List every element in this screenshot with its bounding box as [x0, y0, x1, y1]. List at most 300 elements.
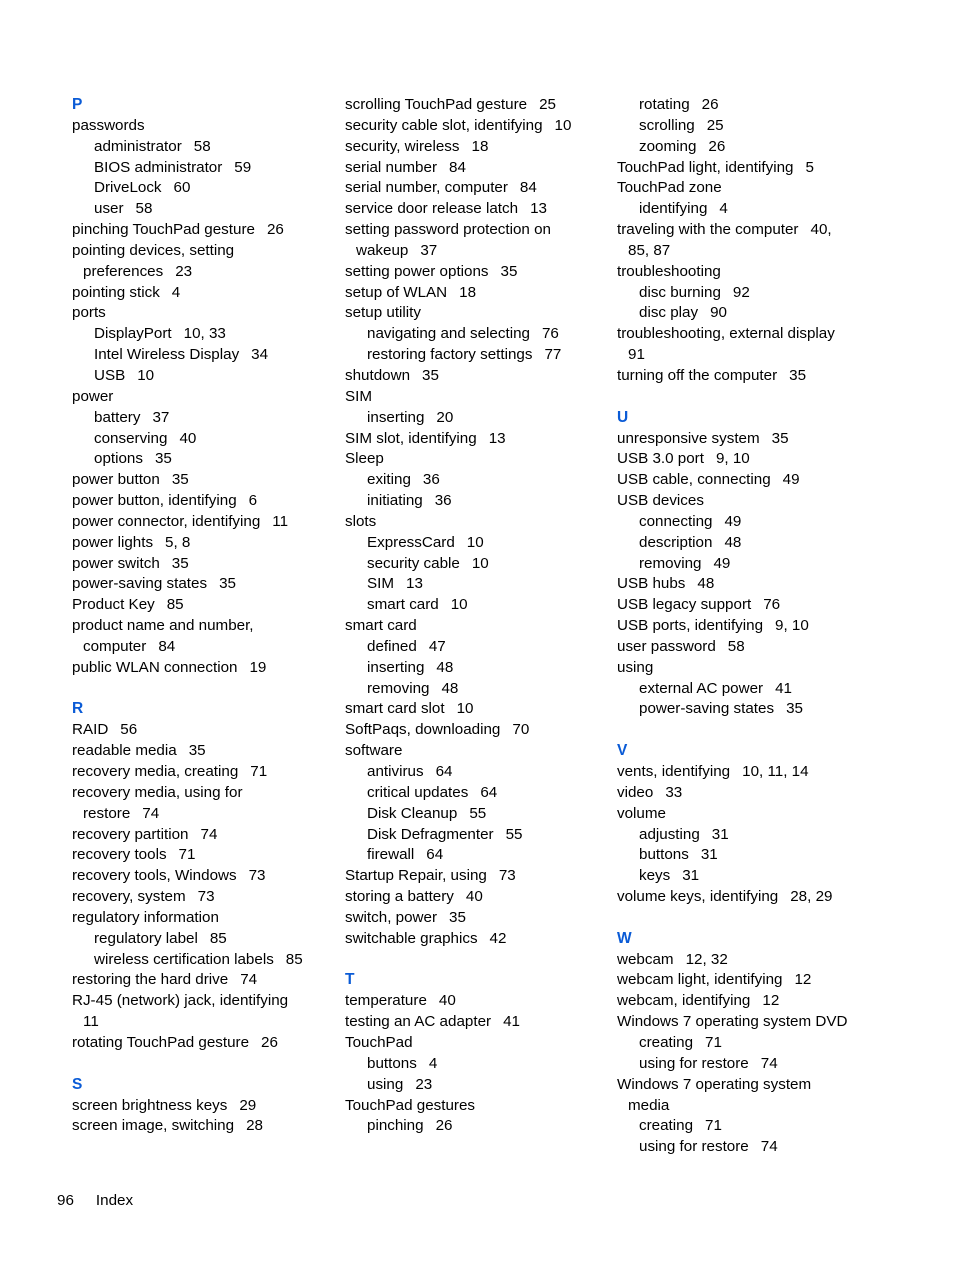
- index-entry: [72, 991, 332, 1012]
- entry-page-ref: 26: [266, 221, 284, 239]
- index-subentry: [72, 137, 332, 158]
- index-entry: [345, 95, 605, 116]
- entry-term: recovery partition: [72, 825, 189, 843]
- entry-term: recovery, system: [72, 888, 186, 906]
- entry-term: computer: [83, 637, 147, 655]
- index-entry: [345, 283, 605, 304]
- entry-page-ref: 35: [786, 700, 803, 718]
- entry-term: Windows 7 operating system DVD: [617, 1013, 848, 1031]
- index-subentry: [617, 303, 877, 324]
- entry-term: adjusting: [639, 825, 700, 843]
- entry-term: troubleshooting, external display: [617, 325, 835, 343]
- entry-term: power lights: [72, 533, 154, 551]
- index-subentry: [72, 199, 332, 220]
- entry-term: security, wireless: [345, 137, 460, 155]
- index-subentry: [345, 533, 605, 554]
- index-entry: [617, 887, 877, 908]
- index-entry: [345, 512, 605, 533]
- entry-term: user password: [617, 637, 716, 655]
- entry-term: serial number: [345, 158, 438, 176]
- entry-page-ref: 48: [436, 658, 454, 676]
- entry-page-ref: 64: [435, 763, 453, 780]
- index-subentry: [345, 679, 605, 700]
- index-subentry: [72, 345, 332, 366]
- entry-term: testing an AC adapter: [345, 1013, 492, 1031]
- entry-term: video: [617, 783, 654, 801]
- entry-term: wakeup: [356, 241, 409, 259]
- entry-page-ref: 10, 33: [183, 325, 226, 343]
- entry-page-ref: 71: [178, 846, 196, 864]
- index-subentry: [617, 699, 877, 720]
- index-entry: [72, 283, 332, 304]
- entry-term: recovery tools, Windows: [72, 867, 237, 885]
- index-entry: [72, 970, 332, 991]
- entry-page-ref: 74: [760, 1138, 778, 1156]
- entry-term: serial number, computer: [345, 179, 508, 197]
- entry-page-ref: 58: [193, 137, 211, 155]
- index-subentry: [72, 449, 332, 470]
- letter-heading: [617, 929, 877, 950]
- entry-term: buttons: [639, 846, 689, 864]
- entry-term: shutdown: [345, 366, 411, 384]
- letter-heading: [617, 408, 877, 429]
- index-entry: [72, 887, 332, 908]
- entry-page-ref: 74: [760, 1054, 778, 1072]
- index-entry: [72, 825, 332, 846]
- entry-term: creating: [639, 1033, 694, 1051]
- spacer: [72, 679, 332, 700]
- entry-page-ref: 35: [188, 742, 206, 760]
- spacer: [345, 950, 605, 971]
- entry-term: media: [628, 1096, 670, 1114]
- index-entry: [345, 741, 605, 762]
- entry-term: software: [345, 742, 403, 760]
- entry-term: R: [72, 700, 84, 718]
- index-entry: [345, 1033, 605, 1054]
- entry-term: restoring the hard drive: [72, 971, 229, 989]
- entry-term: pinching: [367, 1117, 424, 1135]
- entry-page-ref: 13: [530, 200, 547, 218]
- page-number: 96: [57, 1192, 74, 1209]
- entry-page-ref: 26: [701, 96, 719, 113]
- index-subentry: [617, 512, 877, 533]
- entry-term: setting power options: [345, 262, 489, 280]
- entry-page-ref: 10: [456, 700, 474, 718]
- entry-page-ref: 35: [154, 450, 172, 468]
- entry-page-ref: 35: [771, 429, 789, 447]
- entry-page-ref: 58: [727, 637, 745, 655]
- entry-page-ref: 10, 11, 14: [742, 763, 809, 780]
- index-entry-continuation: [345, 241, 605, 262]
- entry-term: setup utility: [345, 304, 421, 322]
- entry-term: screen brightness keys: [72, 1096, 228, 1114]
- entry-page-ref: 36: [422, 471, 440, 489]
- entry-term: USB 3.0 port: [617, 450, 704, 468]
- entry-term: zooming: [639, 137, 697, 155]
- entry-term: conserving: [94, 429, 168, 447]
- index-subentry: [345, 408, 605, 429]
- entry-page-ref: 34: [251, 346, 269, 364]
- index-entry: [345, 720, 605, 741]
- entry-page-ref: 41: [503, 1013, 520, 1031]
- section-title: Index: [95, 1192, 134, 1209]
- entry-term: TouchPad: [345, 1033, 413, 1051]
- index-entry: [345, 449, 605, 470]
- entry-page-ref: 37: [152, 408, 170, 426]
- spacer: [72, 1054, 332, 1075]
- index-entry: [72, 741, 332, 762]
- entry-term: keys: [639, 867, 671, 885]
- entry-page-ref: 10: [554, 116, 572, 134]
- index-entry: [345, 199, 605, 220]
- entry-page-ref: 18: [471, 137, 489, 155]
- entry-term: using: [367, 1075, 404, 1093]
- entry-term: identifying: [639, 200, 708, 218]
- index-entry: [617, 783, 877, 804]
- entry-term: power: [72, 387, 114, 405]
- index-subentry: [617, 95, 877, 116]
- index-entry-continuation: [617, 241, 877, 262]
- entry-term: using: [617, 658, 654, 676]
- entry-term: pointing stick: [72, 283, 160, 301]
- entry-term: security cable: [367, 554, 460, 572]
- index-entry: [617, 449, 877, 470]
- entry-page-ref: 49: [782, 471, 800, 489]
- entry-term: disc play: [639, 304, 699, 322]
- entry-term: troubleshooting: [617, 262, 721, 280]
- index-entry: [72, 908, 332, 929]
- entry-page-ref: 23: [415, 1075, 433, 1093]
- index-subentry: [617, 1116, 877, 1137]
- index-entry: [72, 720, 332, 741]
- entry-page-ref: 12: [762, 992, 780, 1010]
- index-subentry: [345, 345, 605, 366]
- spacer: [617, 387, 877, 408]
- index-entry: [345, 929, 605, 950]
- entry-term: power connector, identifying: [72, 512, 261, 530]
- entry-term: buttons: [367, 1054, 417, 1072]
- entry-page-ref: 48: [724, 533, 742, 551]
- entry-page-ref: 55: [469, 804, 487, 822]
- entry-page-ref: 5, 8: [165, 533, 191, 551]
- letter-heading: [72, 95, 332, 116]
- entry-page-ref: 90: [710, 304, 727, 322]
- entry-page-ref: 36: [434, 492, 452, 510]
- entry-term: pointing devices, setting: [72, 241, 235, 259]
- entry-term: user: [94, 200, 124, 218]
- entry-term: Disk Defragmenter: [367, 825, 494, 843]
- entry-page-ref: 41: [775, 679, 793, 697]
- entry-term: USB devices: [617, 492, 704, 510]
- entry-page-ref: 19: [249, 658, 267, 676]
- entry-term: Sleep: [345, 450, 384, 468]
- index-entry: [345, 616, 605, 637]
- index-subentry: [617, 825, 877, 846]
- entry-page-ref: 64: [480, 783, 498, 801]
- index-entry: [617, 158, 877, 179]
- entry-term: scrolling: [639, 116, 695, 134]
- entry-page-ref: 58: [135, 200, 153, 218]
- entry-page-ref: 84: [158, 637, 176, 655]
- entry-page-ref: 26: [435, 1117, 453, 1135]
- entry-page-ref: 35: [171, 554, 189, 572]
- index-subentry: [617, 283, 877, 304]
- index-column-1: [72, 95, 332, 1137]
- index-subentry: [345, 470, 605, 491]
- entry-term: initiating: [367, 492, 423, 510]
- index-entry-continuation: [72, 262, 332, 283]
- entry-term: ports: [72, 304, 106, 322]
- index-entry: [617, 470, 877, 491]
- entry-term: T: [345, 971, 355, 989]
- entry-term: V: [617, 742, 628, 760]
- entry-term: passwords: [72, 116, 145, 134]
- entry-term: defined: [367, 637, 417, 655]
- page-footer: [57, 1191, 133, 1211]
- entry-page-ref: 10: [450, 596, 468, 614]
- spacer: [617, 720, 877, 741]
- entry-page-ref: 84: [449, 158, 466, 176]
- entry-term: USB hubs: [617, 575, 686, 593]
- entry-page-ref: 28: [246, 1117, 263, 1135]
- entry-term: RAID: [72, 721, 109, 739]
- entry-page-ref: 35: [171, 471, 189, 489]
- index-entry: [617, 1012, 877, 1033]
- index-subentry: [617, 533, 877, 554]
- entry-term: Startup Repair, using: [345, 867, 487, 885]
- index-subentry: [345, 783, 605, 804]
- entry-term: ExpressCard: [367, 533, 455, 551]
- entry-term: preferences: [83, 262, 164, 280]
- entry-term: rotating: [639, 96, 690, 113]
- index-subentry: [345, 658, 605, 679]
- entry-term: wireless certification labels: [94, 950, 274, 968]
- entry-term: TouchPad zone: [617, 179, 722, 197]
- entry-term: webcam, identifying: [617, 992, 751, 1010]
- index-subentry: [617, 866, 877, 887]
- index-subentry: [72, 366, 332, 387]
- index-entry: [72, 533, 332, 554]
- entry-term: USB legacy support: [617, 596, 752, 614]
- index-entry: [617, 762, 877, 783]
- index-entry-continuation: [72, 804, 332, 825]
- index-entry: [72, 845, 332, 866]
- index-entry: [617, 324, 877, 345]
- index-entry: [345, 387, 605, 408]
- spacer: [617, 908, 877, 929]
- entry-term: SoftPaqs, downloading: [345, 721, 501, 739]
- entry-term: connecting: [639, 512, 713, 530]
- letter-heading: [617, 741, 877, 762]
- entry-term: inserting: [367, 408, 425, 426]
- index-subentry: [345, 804, 605, 825]
- entry-page-ref: 76: [541, 325, 559, 343]
- entry-term: options: [94, 450, 143, 468]
- index-entry: [617, 658, 877, 679]
- entry-page-ref: 71: [705, 1033, 722, 1051]
- entry-term: recovery media, using for: [72, 783, 243, 801]
- entry-page-ref: 42: [489, 929, 507, 947]
- index-subentry: [72, 429, 332, 450]
- index-entry: [72, 470, 332, 491]
- entry-term: inserting: [367, 658, 425, 676]
- index-entry: [345, 908, 605, 929]
- index-entry: [617, 178, 877, 199]
- entry-page-ref: 4: [719, 200, 728, 218]
- entry-page-ref: 49: [713, 554, 731, 572]
- index-entry: [72, 220, 332, 241]
- index-entry: [617, 637, 877, 658]
- index-subentry: [345, 845, 605, 866]
- entry-term: setup of WLAN: [345, 283, 448, 301]
- entry-term: product name and number,: [72, 617, 254, 635]
- index-entry: [345, 220, 605, 241]
- entry-page-ref: 25: [539, 96, 556, 113]
- entry-term: pinching TouchPad gesture: [72, 221, 255, 239]
- index-entry: [345, 991, 605, 1012]
- index-entry: [72, 866, 332, 887]
- entry-term: power button: [72, 471, 160, 489]
- entry-term: W: [617, 929, 632, 947]
- entry-term: using for restore: [639, 1138, 749, 1156]
- entry-term: Windows 7 operating system: [617, 1075, 812, 1093]
- index-entry: [617, 616, 877, 637]
- entry-term: power button, identifying: [72, 492, 237, 510]
- entry-page-ref: 35: [422, 366, 439, 384]
- entry-term: turning off the computer: [617, 366, 778, 384]
- entry-page-ref: 73: [197, 888, 215, 906]
- index-subentry: [345, 1054, 605, 1075]
- index-entry: [617, 220, 877, 241]
- entry-term: screen image, switching: [72, 1117, 235, 1135]
- entry-term: scrolling TouchPad gesture: [345, 96, 528, 113]
- index-entry: [617, 991, 877, 1012]
- index-column-3: [617, 95, 877, 1158]
- entry-page-ref: 40: [438, 992, 456, 1010]
- entry-page-ref: 73: [498, 867, 516, 885]
- entry-page-ref: 85: [285, 950, 303, 968]
- index-entry: [617, 970, 877, 991]
- index-entry: [345, 887, 605, 908]
- index-entry: [345, 158, 605, 179]
- entry-page-ref: 5: [805, 158, 814, 176]
- index-entry: [617, 491, 877, 512]
- index-subentry: [72, 929, 332, 950]
- index-entry: [617, 1075, 877, 1096]
- index-subentry: [345, 595, 605, 616]
- entry-term: power-saving states: [72, 575, 208, 593]
- index-entry: [72, 1096, 332, 1117]
- entry-term: storing a battery: [345, 888, 454, 906]
- index-entry: [617, 950, 877, 971]
- entry-term: DisplayPort: [94, 325, 172, 343]
- letter-heading: [72, 699, 332, 720]
- entry-term: Product Key: [72, 596, 155, 614]
- entry-term: smart card: [345, 617, 417, 635]
- entry-page-ref: 13: [406, 575, 423, 593]
- entry-page-ref: 40: [465, 888, 483, 906]
- index-subentry: [72, 158, 332, 179]
- index-entry: [345, 137, 605, 158]
- entry-page-ref: 47: [428, 637, 446, 655]
- index-subentry: [72, 324, 332, 345]
- entry-page-ref: 4: [428, 1054, 438, 1072]
- entry-term: smart card: [367, 596, 439, 614]
- index-subentry: [345, 762, 605, 783]
- index-entry: [345, 262, 605, 283]
- entry-page-ref: 13: [488, 429, 506, 447]
- index-subentry: [345, 491, 605, 512]
- index-subentry: [617, 1054, 877, 1075]
- entry-term: setting password protection on: [345, 221, 551, 239]
- entry-term: restore: [83, 804, 131, 822]
- entry-page-ref: 55: [505, 825, 523, 843]
- index-entry: [345, 866, 605, 887]
- index-entry: [72, 762, 332, 783]
- entry-page-ref: 48: [441, 679, 459, 697]
- entry-term: creating: [639, 1117, 694, 1135]
- entry-term: vents, identifying: [617, 763, 731, 780]
- entry-term: service door release latch: [345, 200, 519, 218]
- index-entry: [72, 116, 332, 137]
- entry-page-ref: 74: [240, 971, 258, 989]
- entry-page-ref: 56: [120, 721, 138, 739]
- entry-term: SIM: [345, 387, 373, 405]
- index-subentry: [72, 950, 332, 971]
- entry-term: S: [72, 1075, 83, 1093]
- entry-page-ref: 9, 10: [715, 450, 750, 468]
- entry-page-ref: 33: [665, 783, 683, 801]
- index-entry: [617, 595, 877, 616]
- index-subentry: [72, 178, 332, 199]
- entry-term: slots: [345, 512, 377, 530]
- entry-page-ref: 73: [248, 867, 266, 885]
- entry-term: 85, 87: [628, 241, 671, 259]
- entry-page-ref: 28, 29: [790, 888, 833, 906]
- entry-term: USB: [94, 366, 126, 384]
- entry-page-ref: 26: [261, 1033, 278, 1051]
- index-column-2: [345, 95, 605, 1137]
- index-entry: [345, 116, 605, 137]
- index-entry: [345, 699, 605, 720]
- entry-term: critical updates: [367, 783, 469, 801]
- index-entry: [345, 366, 605, 387]
- index-entry: [72, 574, 332, 595]
- index-entry: [72, 387, 332, 408]
- entry-page-ref: 70: [512, 721, 530, 739]
- index-entry: [345, 1012, 605, 1033]
- entry-page-ref: 92: [732, 283, 750, 301]
- entry-term: firewall: [367, 846, 415, 864]
- entry-page-ref: 49: [724, 512, 742, 530]
- entry-term: external AC power: [639, 679, 764, 697]
- entry-page-ref: 59: [234, 158, 252, 176]
- index-subentry: [617, 845, 877, 866]
- index-entry: [345, 178, 605, 199]
- index-entry: [72, 303, 332, 324]
- entry-term: webcam light, identifying: [617, 971, 783, 989]
- entry-term: U: [617, 408, 629, 426]
- index-subentry: [617, 116, 877, 137]
- entry-page-ref: 48: [697, 575, 715, 593]
- index-subentry: [617, 137, 877, 158]
- index-entry: [72, 512, 332, 533]
- entry-term: traveling with the computer: [617, 221, 799, 239]
- entry-page-ref: 31: [700, 846, 718, 864]
- index-entry: [345, 303, 605, 324]
- entry-page-ref: 35: [789, 366, 807, 384]
- entry-term: restoring factory settings: [367, 346, 533, 364]
